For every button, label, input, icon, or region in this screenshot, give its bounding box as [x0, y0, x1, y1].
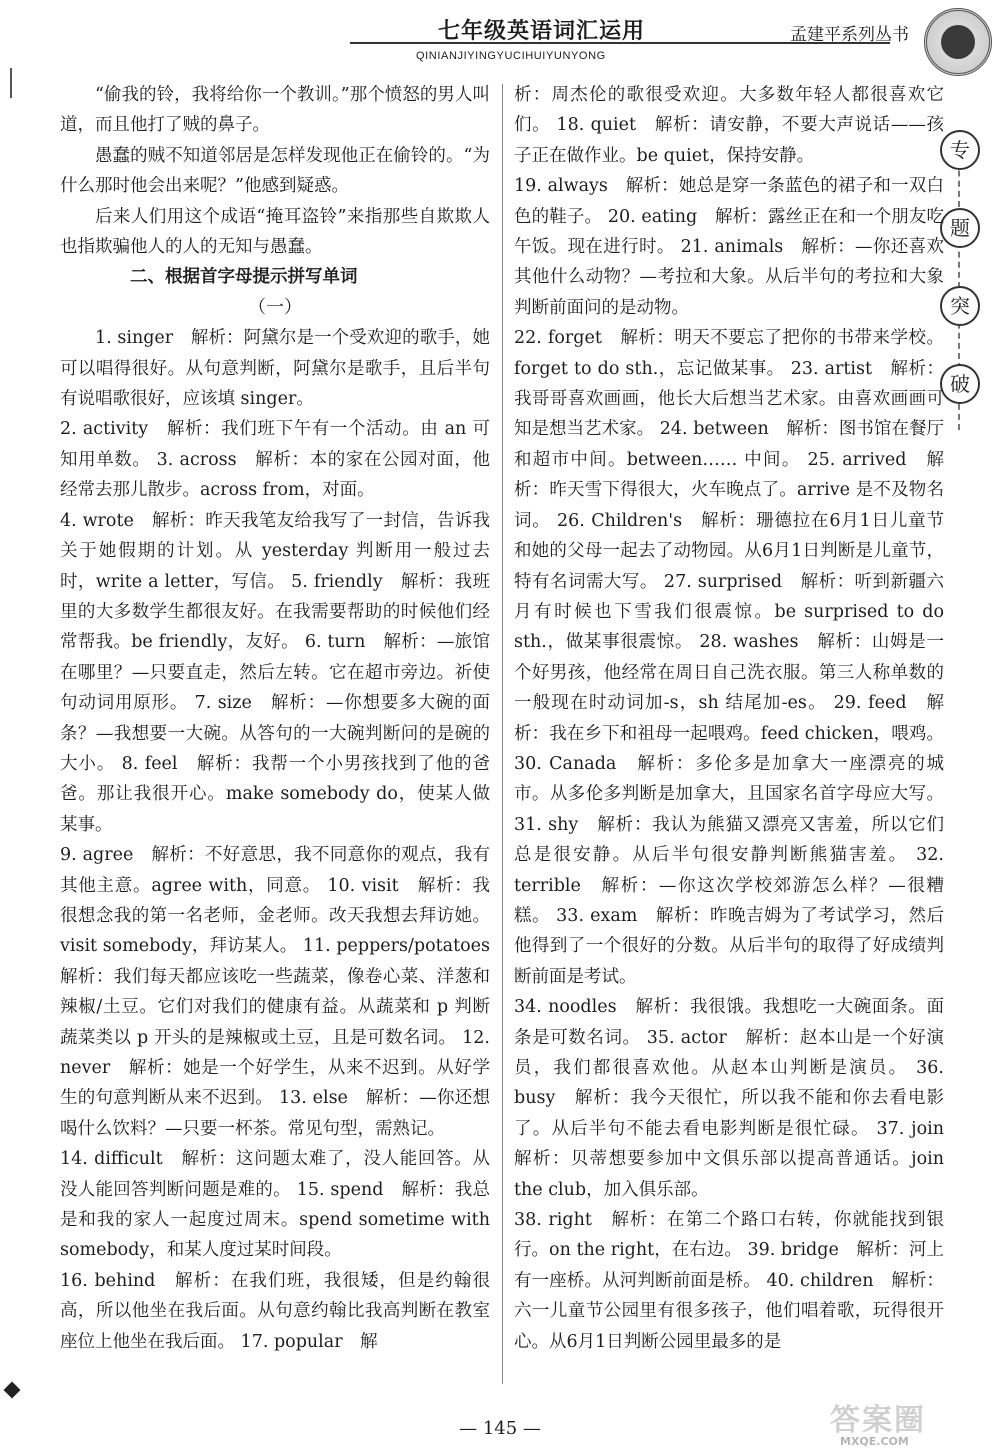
- corner-mark: [4, 1382, 21, 1399]
- answer-item: 19. always 解析：她总是穿一条蓝色的裙子和一双白色的鞋子。 20. eating 解析：露丝正在和一个朋友吃午饭。现在进行时。 21. animals 解析：—你还喜欢其他什么动物？—考拉和大象。从后半句的考拉和大象判断前面问的是动物。: [514, 176, 944, 318]
- answer-item: 34. noodles 解析：我很饿。我想吃一大碗面条。面条是可数名词。 35. actor 解析：赵本山是一个好演员，我们都很喜欢他。从赵本山判断是演员。 36. busy 解析：我今天很忙，所以我不能和你去看电影了。从后半句不能去看电影判断是很忙碌。 37. join 解析：贝蒂想要参加中文俱乐部以提高普通话。join the club，加入俱乐部。: [514, 997, 962, 1200]
- answer-item: 1. singer 解析：阿黛尔是一个受欢迎的歌手，她可以唱得很好。从句意判断，阿黛尔是歌手，且后半句有说唱歌很好，应该填 singer。: [60, 328, 490, 410]
- right-column: [514, 80, 962, 1357]
- answer-item: 2. activity 解析：我们班下午有一个活动。由 an 可知用单数。 3. across 解析：本的家在公园对面，他经常去那儿散步。across from，对面。: [60, 419, 490, 501]
- sub-section-title: （一）: [248, 296, 302, 318]
- watermark: [830, 1395, 990, 1448]
- story-paragraph: 愚蠢的贼不知道邻居是怎样发现他正在偷铃的。“为什么那时他会出来呢？”他感到疑惑。: [60, 145, 490, 197]
- side-tab-2: 题: [940, 208, 980, 248]
- left-column: [60, 80, 508, 1357]
- page-header: [350, 14, 910, 70]
- book-title: 七年级英语词汇运用: [438, 18, 646, 44]
- edge-mark: [10, 68, 12, 98]
- watermark-url: MXQE.COM: [840, 1435, 909, 1448]
- answer-item: 14. difficult 解析：这问题太难了，没人能回答。从没人能回答判断问题是难的。 15. spend 解析：我总是和我的家人一起度过周末。spend sometime with somebody，和某人度过某时间段。: [60, 1149, 490, 1261]
- answer-item: 9. agree 解析：不好意思，我不同意你的观点，我有其他主意。agree with，同意。 10. visit 解析：我很想念我的第一名老师，金老师。改天我想去拜访她。visit somebody，拜访某人。 11. peppers/potatoes 解析：我们每天都应该吃一些蔬菜，像卷心菜、洋葱和辣椒/土豆。它们对我们的健康有益。从蔬菜和 p 判断蔬菜类以 p 开头的是辣椒或土豆，且是可数名词。 12. never 解析：她是一个好学生，从来不迟到。从好学生的句意判断从来不迟到。 13. else 解析：—你还想喝什么饮料？—只要一杯茶。常见句型，需熟记。: [60, 845, 508, 1139]
- answer-item: 4. wrote 解析：昨天我笔友给我写了一封信，告诉我关于她假期的计划。从 yesterday 判断用一般过去时，write a letter，写信。 5. friendly 解析：我班里的大多数学生都很友好。在我需要帮助的时候他们经常帮我。be friendly，友好。 6. turn 解析：—旅馆在哪里？—只要直走，然后左转。它在超市旁边。祈使句动词用原形。 7. size 解析：—你想要多大碗的面条？—我想要一大碗。从答句的一大碗判断问的是碗的大小。 8. feel 解析：我帮一个小男孩找到了他的爸爸。那让我很开心。make somebody do，使某人做某事。: [60, 510, 490, 835]
- answer-item: 析：周杰伦的歌很受欢迎。大多数年轻人都很喜欢它们。 18. quiet 解析：请安静，不要大声说话——孩子正在做作业。be quiet，保持安静。: [514, 85, 944, 166]
- side-tab-4: 破: [940, 364, 980, 404]
- column-divider: [502, 84, 503, 1384]
- side-tab-3: 突: [940, 286, 980, 326]
- watermark-main: 答案圈: [830, 1403, 926, 1438]
- side-tab-1: 专: [940, 130, 980, 170]
- story-paragraph: “偷我的铃，我将给你一个教训。”那个愤怒的男人叫道，而且他打了贼的鼻子。: [60, 85, 490, 136]
- series-name: 孟建平系列丛书: [790, 25, 909, 45]
- book-title-pinyin: QINIANJIYINGYUCIHUIYUNYONG: [416, 50, 606, 62]
- answer-item: 38. right 解析：在第二个路口右转，你就能找到银行。on the right，在右边。 39. bridge 解析：河上有一座桥。从河判断前面是桥。 40. children 解析：六一儿童节公园里有很多孩子，他们唱着歌，玩得很开心。从6月1日判断公园里最多的是: [514, 1210, 944, 1352]
- story-paragraph: 后来人们用这个成语“掩耳盗铃”来指那些自欺欺人也指欺骗他人的人的无知与愚蠢。: [60, 206, 490, 258]
- page-number-value: 145: [482, 1418, 518, 1439]
- publisher-logo-icon: [924, 8, 992, 76]
- section-title: 二、根据首字母提示拼写单词: [130, 267, 358, 288]
- answer-item: 22. forget 解析：明天不要忘了把你的书带来学校。forget to do sth.，忘记做某事。 23. artist 解析：我哥哥喜欢画画，他长大后想当艺术家。由喜欢画画可知是想当艺术家。 24. between 解析：图书馆在餐厅和超市中间。between…… 中间。 25. arrived 解析：昨天雪下得很大，火车晚点了。arrive 是不及物名词。 26. Children's 解析：珊德拉在6月1日儿童节和她的父母一起去了动物园。从6月1日判断是儿童节，特有名词需大写。 27. surprised 解析：听到新疆六月有时候也下雪我们很震惊。be surprised to do sth.，做某事很震惊。 28. washes 解析：山姆是一个好男孩，他经常在周日自己洗衣服。第三人称单数的一般现在时动词加-s，sh 结尾加-es。 29. feed 解析：我在乡下和祖母一起喂鸡。feed chicken，喂鸡。 30. Canada 解析：多伦多是加拿大一座漂亮的城市。从多伦多判断是加拿大，且国家名首字母应大写。 31. shy 解析：我认为熊猫又漂亮又害羞，所以它们总是很安静。从后半句很安静判断熊猫害羞。 32. terrible 解析：—你这次学校郊游怎么样？—很糟糕。 33. exam 解析：昨晚吉姆为了考试学习，然后他得到了一个很好的分数。从后半句的取得了好成绩判断前面是考试。: [514, 328, 944, 987]
- answer-item: 16. behind 解析：在我们班，我很矮，但是约翰很高，所以他坐在我后面。从句意约翰比我高判断在教室座位上他坐在我后面。 17. popular 解: [60, 1270, 490, 1352]
- page-number: — 145 —: [459, 1418, 541, 1439]
